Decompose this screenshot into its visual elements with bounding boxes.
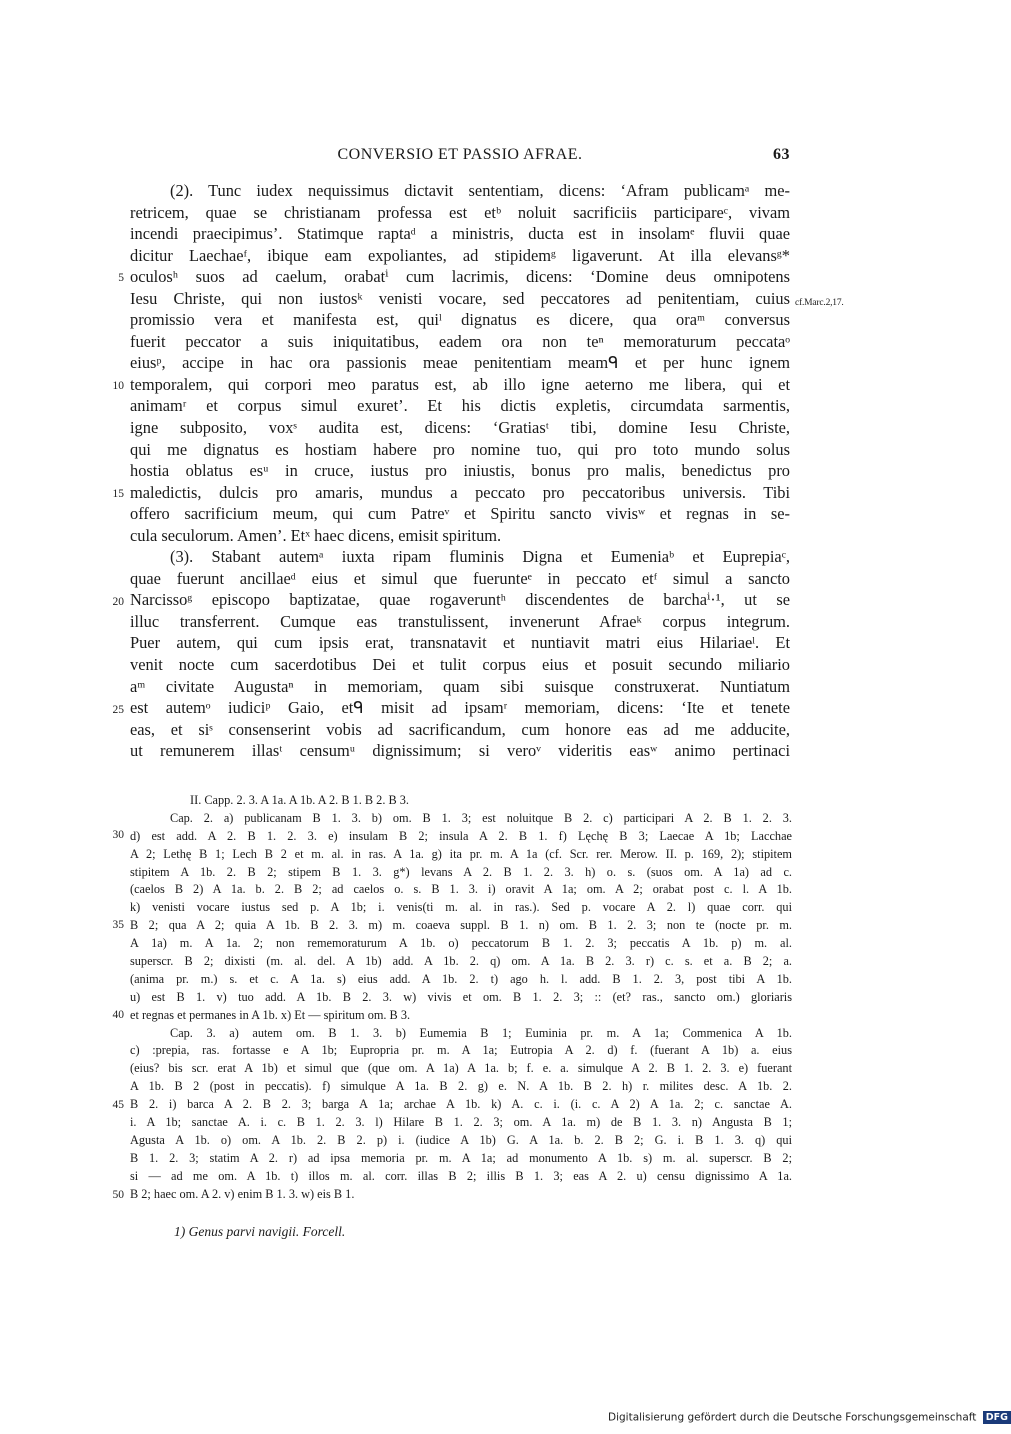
text-line: (3). Stabant autemᵃ iuxta ripam fluminis Digna et Eumeniaᵇ et Euprepiaᶜ,: [170, 547, 790, 567]
apparatus-line: c) :prepia, ras. fortasse e A 1b; Eupropria pr. m. A 1a; Eutropia A 2. d) f. (fuerant A 1b) a. eius: [130, 1043, 792, 1058]
running-header: [130, 146, 790, 168]
apparatus-line-number: 35: [112, 919, 124, 931]
apparatus-line: A 1b. B 2 (post in peccatis). f) simulque A 1a. B 2. g) e. N. A 1b. B 2. h) r. milites desc. A 1b. 2.: [130, 1079, 792, 1094]
apparatus-line: A 2; Lethę B 1; Lech B 2 et m. al. in ras. A 1a. g) ita pr. m. A 1a (cf. Scr. rer. Merow. II. p. 169, 2); stipitem: [130, 846, 792, 861]
apparatus-line: superscr. B 2; dixisti (m. al. del. A 1b) add. A 1b. 2. q) om. A 1a. B 2. 3. r) c. s. et a. B 2; a.: [130, 954, 792, 969]
text-line: cula seculorum. Amen’. Etˣ haec dicens, emisit spiritum.: [130, 525, 502, 545]
apparatus-line: (anima pr. m.) s. et c. A 1a. s) eius add. A 1b. 2. t) ago h. l. add. B 1. 2. 3, post tibi A 1b.: [130, 971, 792, 986]
text-line: qui me dignatus es hostiam habere pro nomine tuo, qui pro toto mundo solus: [130, 439, 790, 459]
line-number: 5: [118, 272, 124, 284]
apparatus-line: B 2; qua A 2; quia A 1b. B 2. 3. m) m. coaeva suppl. B 1. n) om. B 1. 2. 3; non te (nocte pr. m.: [130, 918, 792, 933]
marginal-note: cf.Marc.2,17.: [795, 298, 844, 308]
text-line: animamʳ et corpus simul exuret’. Et his dictis expletis, circumdata sarmentis,: [130, 396, 790, 416]
apparatus-line: B 2; haec om. A 2. v) enim B 1. 3. w) eis B 1.: [130, 1186, 355, 1201]
text-line: temporalem, qui corpori meo paratus est, ab illo igne aeterno me libera, qui et: [130, 374, 790, 394]
text-line: ut remunerem illasᵗ censumᵘ dignissimum; si veroᵛ videritis easʷ animo pertinaci: [130, 741, 790, 761]
apparatus-line-number: 50: [112, 1189, 124, 1201]
apparatus-line: stipitem A 1b. 2. B 2; stipem B 1. 3. g*) levans A 2. B 1. 2. 3. h) o. s. (suos om. A 1a) ad c.: [130, 864, 792, 879]
apparatus-line: Cap. 3. a) autem om. B 1. 3. b) Eumemia B 1; Euminia pr. m. A 1a; Commenica A 1b.: [170, 1025, 792, 1040]
apparatus-line: si — ad me om. A 1b. t) illos m. al. corr. illas B 2; illis B 1. 3; eas A 2. u) censu dignissimo A 1a.: [130, 1168, 792, 1183]
main-text: [130, 180, 790, 762]
text-line: illuc transferrent. Cumque eas transtulissent, invenerunt Afraeᵏ corpus integrum.: [130, 611, 790, 631]
apparatus-line: A 1a) m. A 1a. 2; non rememoraturum A 1b. o) peccatorum B 1. 2. 3; peccatis A 1b. p) m. al.: [130, 936, 792, 951]
apparatus-line-number: 30: [112, 829, 124, 841]
apparatus-line: B 2. i) barca A 2. B 2. 3; barga A 1a; archae A 1b. k) A. c. i. (i. c. A 2) A 1a. 2; c. sanctae A.: [130, 1097, 792, 1112]
text-line: fuerit peccator a suis iniquitatibus, eadem ora non teⁿ memoraturum peccataᵒ: [130, 331, 790, 351]
critical-apparatus: [130, 792, 792, 1203]
line-number: 10: [112, 380, 124, 392]
apparatus-line: (caelos B 2) A 1a. b. 2. B 2; ad caelos o. s. B 1. 3. i) oravit A 1a; om. A 2; orabat post c. l. A 1b.: [130, 882, 792, 897]
text-line: igne subposito, voxˢ audita est, dicens: ‘Gratiasᵗ tibi, domine Iesu Christe,: [130, 418, 790, 438]
line-number: 20: [112, 596, 124, 608]
digitization-credit: [608, 1411, 1011, 1424]
text-line: quae fuerunt ancillaeᵈ eius et simul que fuerunteᵉ in peccato etᶠ simul a sancto: [130, 568, 790, 588]
text-line: hostia oblatus esᵘ in cruce, iustus pro iniustis, bonus pro malis, benedictus pro: [130, 461, 790, 481]
footnote: 1) Genus parvi navigii. Forcell.: [174, 1224, 346, 1239]
line-number: 25: [112, 704, 124, 716]
apparatus-line-number: 45: [112, 1099, 124, 1111]
apparatus-line: II. Capp. 2. 3. A 1a. A 1b. A 2. B 1. B 2. B 3.: [190, 793, 409, 807]
apparatus-line: k) venisti vocare iustus sed p. A 1b; i. venis(ti m. al. in ras.). Sed p. vocare A 2. l) quae corr. qui: [130, 900, 792, 915]
text-line: promissio vera et manifesta est, quiˡ dignatus es dicere, qua oraᵐ conversus: [130, 310, 790, 330]
text-line: offero sacrificium meum, qui cum Patreᵛ et Spiritu sancto vivisʷ et regnas in se-: [130, 504, 790, 524]
text-line: Puer autem, qui cum ipsis erat, transnatavit et nuntiavit matri eius Hilariaeˡ. Et: [130, 633, 790, 653]
page-number: 63: [773, 146, 790, 163]
apparatus-line: B 1. 2. 3; statim A 2. r) ad ipsa memoria pr. m. A 1a; ad monumento A 1b. s) m. al. superscr. B 2;: [130, 1150, 792, 1165]
apparatus-line: u) est B 1. v) tuo add. A 1b. B 2. 3. w) vivis et om. B 1. 2. 3; :: (et? ras., sancto om.) gloriaris: [130, 989, 792, 1004]
apparatus-line: d) est add. A 2. B 1. 2. 3. e) insulam B 2; insula A 2. B 1. f) Lęchę B 3; Laecae A 1b; Lacchae: [130, 828, 792, 843]
text-line: dicitur Laechaeᶠ, ibique eam expoliantes, ad stipidemᵍ ligaverunt. At illa elevansᵍ*: [130, 245, 790, 265]
text-line: oculosʰ suos ad caelum, orabatⁱ cum lacrimis, dicens: ‘Domine deus omnipotens: [130, 267, 790, 287]
apparatus-line: (eius? bis scr. erat A 1b) et simul que (que om. A 1a) A 1a. b; f. e. a. simulque A 2. B 1. 2. 3. e) fuerant: [130, 1061, 792, 1076]
dfg-logo: DFG: [983, 1411, 1011, 1424]
text-line: eiusᵖ, accipe in hac ora passionis meae penitentiam meamᑫ et per hunc ignem: [130, 353, 790, 373]
apparatus-line: Agusta A 1b. o) om. A 1b. 2. B 2. p) i. (iudice A 1b) G. A 1a. b. 2. B 2; G. i. B 1. 3. q) qui: [130, 1132, 792, 1147]
apparatus-line: Cap. 2. a) publicanam B 1. 3. b) om. B 1. 3; est noluitque B 2. c) participari A 2. B 1. 2. 3.: [170, 810, 792, 825]
text-line: est autemᵒ iudiciᵖ Gaio, etᑫ misit ad ipsamʳ memoriam, dicens: ‘Ite et tenete: [130, 698, 790, 718]
text-line: venit nocte cum sacerdotibus Dei et tulit corpus eius et posuit secundo miliario: [130, 655, 790, 675]
running-title: CONVERSIO ET PASSIO AFRAE.: [337, 146, 583, 163]
text-line: maledictis, dulcis pro amaris, mundus a peccato pro peccatoribus universis. Tibi: [130, 482, 790, 502]
apparatus-line: et regnas et permanes in A 1b. x) Et — spiritum om. B 3.: [130, 1007, 411, 1022]
text-line: Iesu Christe, qui non iustosᵏ venisti vocare, sed peccatores ad penitentiam, cuius: [130, 288, 790, 308]
text-line: incendi praecipimus’. Statimque raptaᵈ a ministris, ducta est in insolamᵉ fluvii quae: [130, 224, 790, 244]
text-line: Narcissoᵍ episcopo baptizatae, quae rogaveruntʰ discendentes de barchaⁱ·¹, ut se: [130, 590, 790, 610]
text-line: aᵐ civitate Augustaⁿ in memoriam, quam sibi suisque construxerat. Nuntiatum: [130, 676, 790, 696]
credit-text: Digitalisierung gefördert durch die Deutsche Forschungsgemeinschaft: [608, 1411, 977, 1424]
text-line: (2). Tunc iudex nequissimus dictavit sententiam, dicens: ‘Afram publicamᵃ me-: [170, 181, 790, 200]
apparatus-line: i. A 1b; sanctae A. i. c. B 1. 2. 3. l) Hilare B 1. 2. 3; om. A 1a. m) de B 1. 3. n) Angusta B 1;: [130, 1115, 792, 1130]
text-line: retricem, quae se christianam professa est etᵇ noluit sacrificiis participareᶜ, vivam: [130, 202, 790, 222]
text-line: eas, et siˢ consenserint vobis ad sacrificandum, cum honore eas ad me adducite,: [130, 719, 790, 739]
apparatus-line-number: 40: [112, 1009, 124, 1021]
line-number: 15: [112, 488, 124, 500]
